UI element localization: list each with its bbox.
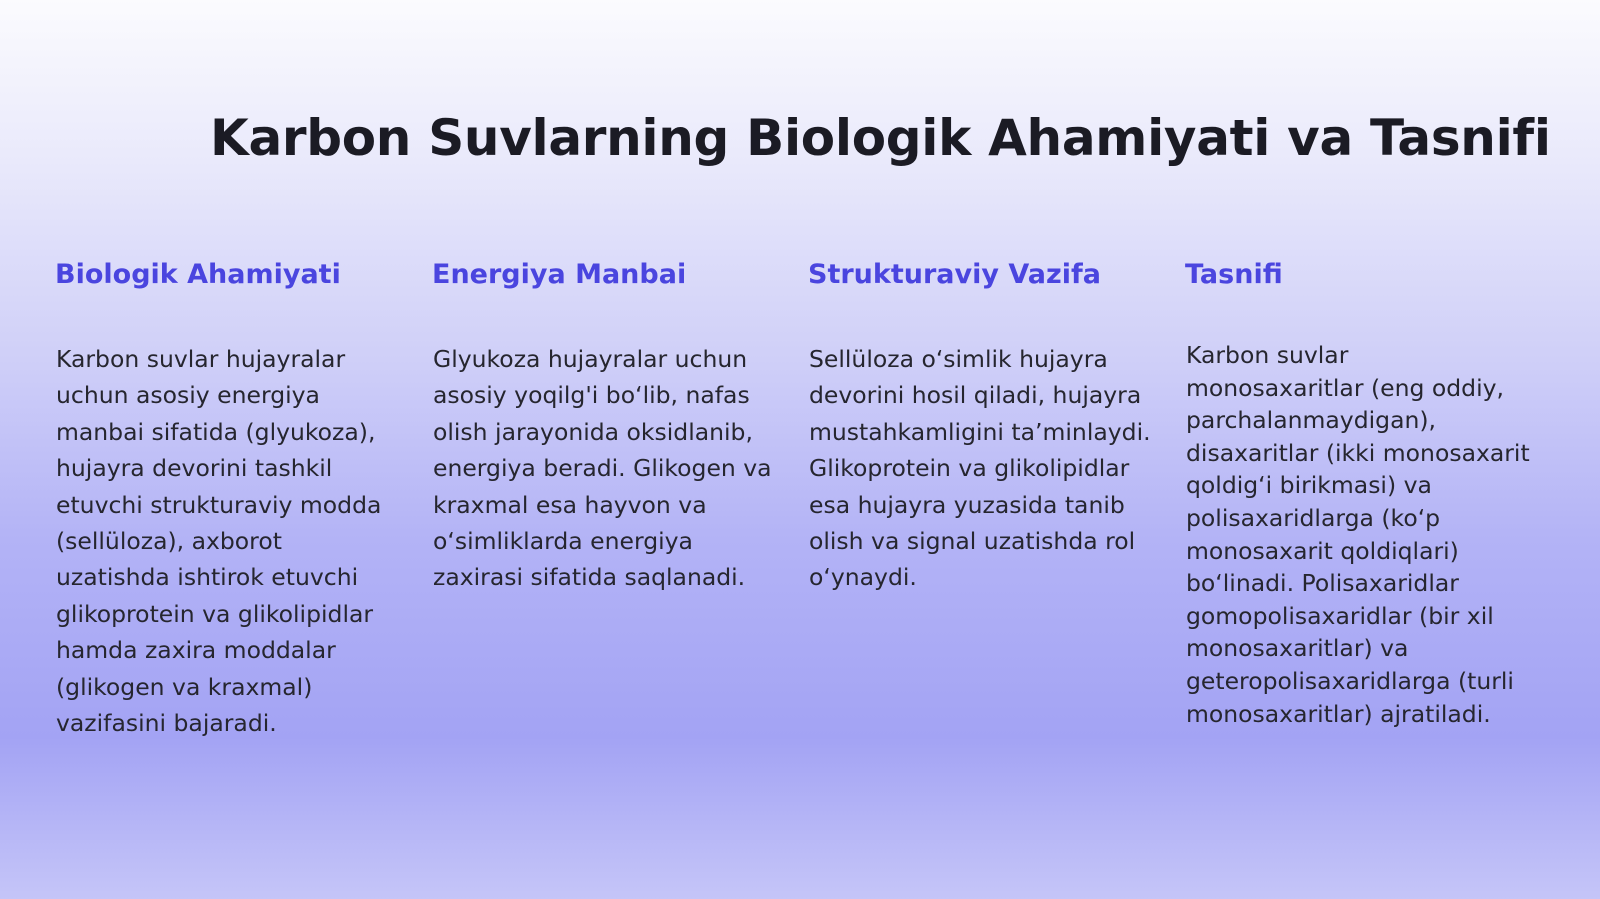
section-structural-function (808, 255, 1153, 592)
section-body: Karbon suvlar hujayralar uchun asosiy energiya manbai sifatida (glyukoza), hujayra devorini tashkil etuvchi strukturaviy modda (sellüloza), axborot uzatishda ishtirok etuvchi glikoprotein va glikolipidlar hamda zaxira moddalar (glikogen va kraxmal) vazifasini bajaradi. (56, 345, 382, 738)
section-biological-importance (55, 255, 400, 738)
section-energy-source (432, 255, 777, 592)
section-body: Karbon suvlar monosaxaritlar (eng oddiy, parchalanmaydigan), disaxaritlar (ikki monosaxarit qoldig‘i birikmasi) va polisaxaridlarga (ko‘p monosaxarit qoldiqlari) bo‘linadi. Polisaxaridlar gomopolisaxaridlar (bir xil monosaxaritlar) va geteropolisaxaridlarga (turli monosaxaritlar) ajratiladi. (1186, 341, 1530, 728)
section-body: Glyukoza hujayralar uchun asosiy yoqilg'i bo‘lib, nafas olish jarayonida oksidlanib, energiya beradi. Glikogen va kraxmal esa hayvon va o‘simliklarda energiya zaxirasi sifatida saqlanadi. (433, 345, 772, 592)
page-title: Karbon Suvlarning Biologik Ahamiyati va Tasnifi (210, 108, 1551, 167)
section-heading: Biologik Ahamiyati (55, 259, 341, 290)
section-heading: Strukturaviy Vazifa (808, 259, 1101, 290)
section-body: Sellüloza o‘simlik hujayra devorini hosil qiladi, hujayra mustahkamligini ta’minlaydi. Glikoprotein va glikolipidlar esa hujayra yuzasida tanib olish va signal uzatishda rol o‘ynaydi. (809, 345, 1151, 592)
section-heading: Energiya Manbai (432, 259, 687, 290)
section-classification (1185, 255, 1530, 728)
section-heading: Tasnifi (1185, 259, 1283, 290)
